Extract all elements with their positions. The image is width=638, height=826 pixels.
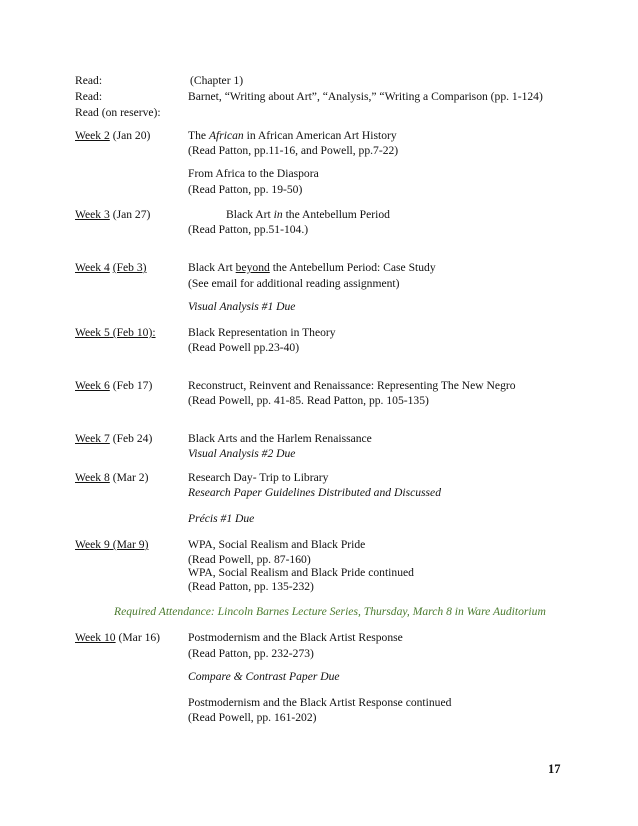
read-text-1: (Chapter 1) [190,74,244,87]
week-10-reading: (Read Patton, pp. 232-273) [188,647,314,660]
week-4-due: Visual Analysis #1 Due [188,300,296,313]
week-8-note: Research Paper Guidelines Distributed and Discussed [188,486,441,499]
week-5-title: Black Representation in Theory [188,326,336,339]
week-4-reading: (See email for additional reading assignment) [188,277,400,290]
week-2-reading-2: (Read Patton, pp. 19-50) [188,183,303,196]
week-3-label: Week 3 (Jan 27) [75,208,151,221]
week-9-title: WPA, Social Realism and Black Pride [188,538,366,551]
week-10-reading-2: (Read Powell, pp. 161-202) [188,711,317,724]
week-2-subtitle: From Africa to the Diaspora [188,167,319,180]
attendance-note: Required Attendance: Lincoln Barnes Lecture Series, Thursday, March 8 in Ware Auditorium [114,605,546,618]
week-4-label: Week 4 (Feb 3) [75,261,147,274]
read-label-3: Read (on reserve): [75,106,161,119]
week-8-due: Précis #1 Due [188,512,255,525]
read-label-1: Read: [75,74,103,87]
week-10-title-2: Postmodernism and the Black Artist Response continued [188,696,452,709]
week-8-title: Research Day- Trip to Library [188,471,329,484]
week-7-title: Black Arts and the Harlem Renaissance [188,432,372,445]
week-10-label: Week 10 (Mar 16) [75,631,161,644]
week-3-title: Black Art in the Antebellum Period [226,208,390,221]
week-6-label: Week 6 (Feb 17) [75,379,153,392]
week-10-due: Compare & Contrast Paper Due [188,670,340,683]
week-9-label: Week 9 (Mar 9) [75,538,149,551]
week-8-label: Week 8 (Mar 2) [75,471,149,484]
week-9-title-2: WPA, Social Realism and Black Pride continued [188,566,414,579]
week-4-title: Black Art beyond the Antebellum Period: Case Study [188,261,436,274]
week-2-label: Week 2 (Jan 20) [75,129,151,142]
week-9-reading: (Read Powell, pp. 87-160) [188,553,311,566]
week-6-reading: (Read Powell, pp. 41-85. Read Patton, pp. 105-135) [188,394,429,407]
week-2-reading: (Read Patton, pp.11-16, and Powell, pp.7-22) [188,144,399,157]
week-9-reading-2: (Read Patton, pp. 135-232) [188,580,314,593]
week-5-label: Week 5 (Feb 10): [75,326,156,339]
week-3-reading: (Read Patton, pp.51-104.) [188,223,309,236]
read-label-2: Read: [75,90,103,103]
week-7-label: Week 7 (Feb 24) [75,432,153,445]
week-10-title: Postmodernism and the Black Artist Response [188,631,403,644]
week-6-title: Reconstruct, Reinvent and Renaissance: Representing The New Negro [188,379,516,392]
week-2-title: The African in African American Art History [188,129,397,142]
read-text-2: Barnet, “Writing about Art”, “Analysis,” “Writing a Comparison (pp. 1-124) [188,90,543,103]
week-5-reading: (Read Powell pp.23-40) [188,341,300,354]
page-number: 17 [548,762,561,776]
week-7-due: Visual Analysis #2 Due [188,447,296,460]
